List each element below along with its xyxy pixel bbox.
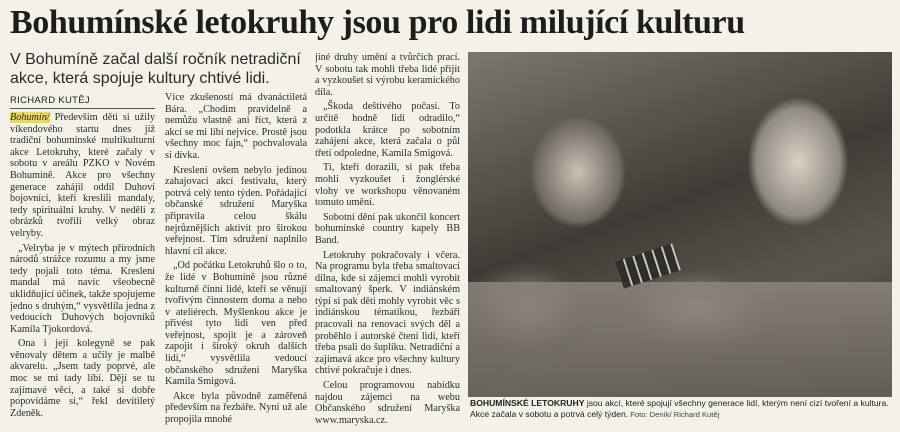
paragraph: Více zkušeností má dvanáctiletá Bára. „Chodím pravidelně a nemůžu vlastně ani říct, která z akcí se mi líbí nejvíce. Prostě jsou všechny moc fajn,“ pochvalovala si dívka. xyxy=(165,92,307,161)
article-column-2 xyxy=(165,92,307,427)
paragraph: Ti, kteří dorazili, si pak třeba mohli vyzkoušet i žonglérské vlohy ve workshopu věnovaném tomuto umění. xyxy=(315,162,460,209)
caption-text: jsou akcí, které spojují všechny generace lidí, kterým není cizí tvoření a kultura. Akce začala v sobotu a potrvá celý týden. xyxy=(470,398,889,419)
article-photo xyxy=(468,52,892,397)
dateline: Bohumín/ xyxy=(10,112,50,123)
caption-lead: BOHUMÍNSKÉ LETOKRUHY xyxy=(470,398,585,408)
byline: RICHARD KUTĚJ xyxy=(10,95,155,109)
photo-table xyxy=(468,282,892,397)
paragraph xyxy=(10,112,155,240)
paragraph: Sobotní dění pak ukončil koncert bohumínské country kapely BB Band. xyxy=(315,211,460,246)
paragraph: jiné druhy umění a tvůrčích prací. V sobotu tak mohli třeba lidé přijít a vyzkoušet si výrobu keramického díla. xyxy=(315,52,460,98)
paragraph: Akce byla původně zaměřená především na řezbáře. Nyní už ale propojila mnohé xyxy=(165,390,307,426)
paragraph: „Škoda deštivého počasí. To určitě hodně lidí odradilo,“ podotkla krátce po sobotním zahájení akce, která začala o půl třetí odpoledne, Kamila Smigová. xyxy=(315,101,460,159)
paragraph: Letokruhy pokračovaly i včera. Na programu byla třeba smaltovací dílna, kde si zájemci mohli vyrobit smaltovaný šperk. V indiánském týpí si pak děti mohly vyrobit věc s indiánskou tématikou, řezbáři pracovali na renovaci svých děl a proběhlo i autorské čtení lidí, kteří třeba psali do šuplíku. Netradiční a zajímavá akce pro všechny kultury chtivé pokračuje i dnes. xyxy=(315,249,460,377)
headline: Bohumínské letokruhy jsou pro lidi milující kulturu xyxy=(10,4,745,41)
photo-credit: Foto: Deník/ Richard Kutěj xyxy=(628,410,720,419)
paragraph: Kreslení ovšem nebylo jedinou zahajovací akcí festivalu, který potrvá celý tento týden. Pořádající občanské sdružení Maryška připravila celou škálu nejrůznějších aktivit pro širokou veřejnost. Tím sdružení naplnilo hlavní cíl akce. xyxy=(165,164,307,257)
paragraph: Ona i její kolegyně se pak věnovaly dětem a učily je malbě akvarelu. „Jsem tady poprvé, ale moc se mi tady líbí. Dějí se tu zajímavé věci, a také si dobře popovídáme si,“ řekl devítiletý Zdeněk. xyxy=(10,338,155,419)
article-column-3 xyxy=(315,52,460,427)
paragraph: „Od počátku Letokruhů šlo o to, že lidé v Bohumíně jsou různé kulturně činní lidé, kteří se věnují tvořivým činnostem doma a nebo v ateliérech. Myšlenkou akce je přivést tyto lidi ven před veřejnost, spojit je a zároveň zapojit i široký okruh dalších lidí,“ vysvětlila vedoucí občanského sdružení Maryška Kamila Smigová. xyxy=(165,260,307,388)
paragraph: Celou programovou nabídku najdou zájemci na webu Občanského sdružení Maryška www.maryska.cz. xyxy=(315,380,460,426)
paragraph-text: Především děti si užily víkendového startu dnes již tradiční bohumínské multikulturní akce Letokruhy, které začaly v sobotu v areálu PZKO v Novém Bohumíně. Akce pro všechny generace zahájil oddíl Duhoví bojovníci, kteří kreslili mandaly, tedy spirituální kruhy. V neděli z obrázků tvořili velký obraz velryby. xyxy=(10,112,155,239)
photo-caption xyxy=(470,398,895,420)
paragraph: „Velryba je v mýtech přírodních národů strážce rozumu a my jsme tedy pojali toto téma. Kreslení mandal má navíc všeobecně uklidňující účinek, takže spojujeme jedno s druhým,“ vysvětlila jedna z vedoucích Duhových bojovníků Kamila Tjokordová. xyxy=(10,242,155,335)
article-column-1 xyxy=(10,112,155,427)
subheadline: V Bohumíně začal další ročník netradiční akce, která spojuje kultury chtivé lidi. xyxy=(10,51,301,87)
